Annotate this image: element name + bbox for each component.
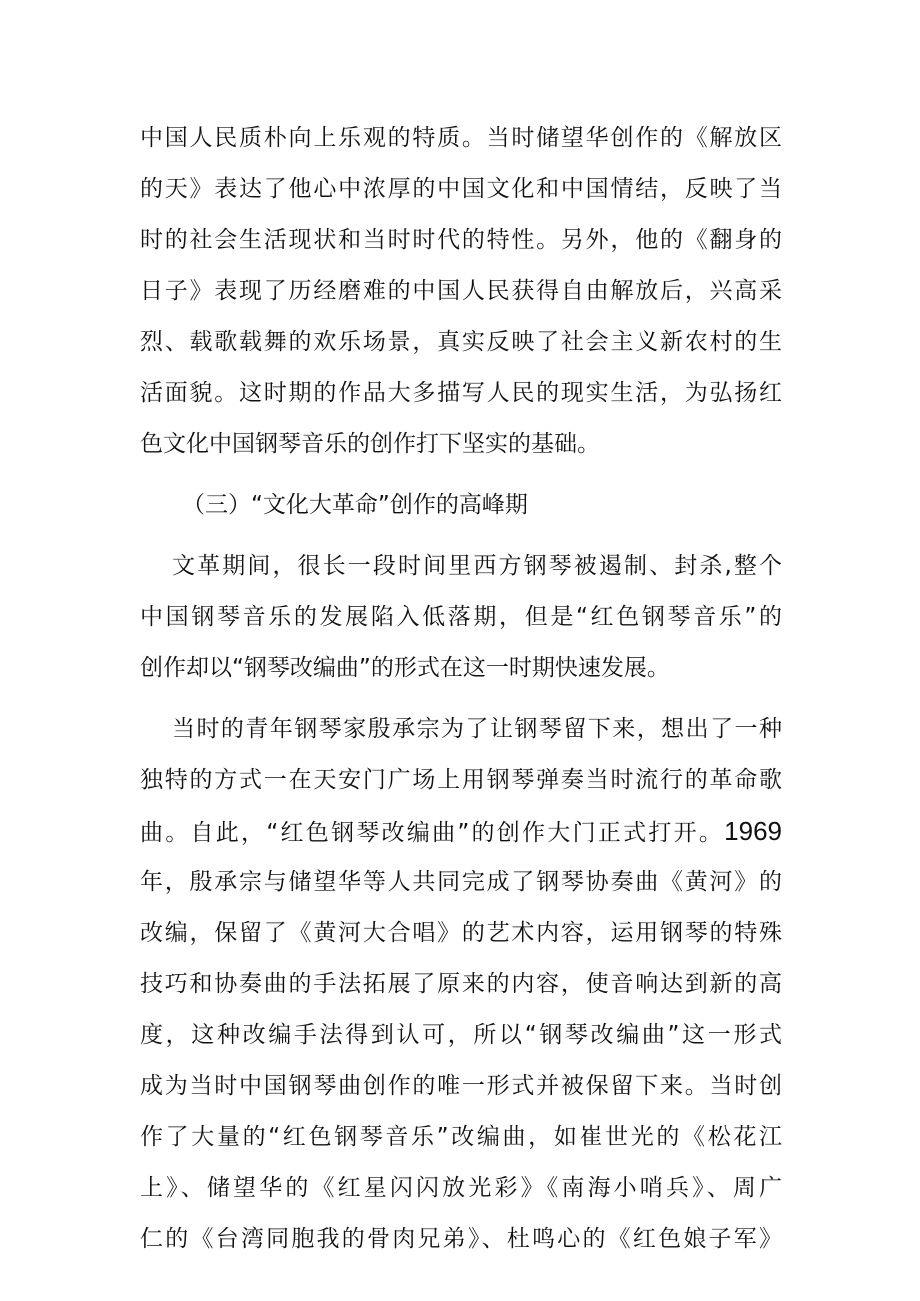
paragraph-spacer (140, 470, 782, 480)
paragraph-line: 中国人民质朴向上乐观的特质。当时储望华创作的《解放区 (140, 125, 782, 151)
paragraph-spacer (140, 531, 782, 541)
paragraph-line: 技巧和协奏曲的手法拓展了原来的内容，使音响达到新的高 (140, 971, 782, 997)
paragraph-line: 成为当时中国钢琴曲创作的唯一形式并被保留下来。当时创 (140, 1073, 782, 1099)
paragraph-line: 创作却以“钢琴改编曲”的形式在这一时期快速发展。 (140, 655, 670, 681)
paragraph-line: 时的社会生活现状和当时时代的特性。另外，他的《翻身的 (140, 227, 782, 253)
year-number: 1969 (724, 816, 782, 846)
document-body (140, 113, 782, 1265)
paragraph-3 (140, 704, 782, 1265)
paragraph-line: 的天》表达了他心中浓厚的中国文化和中国情结，反映了当 (140, 176, 782, 202)
paragraph-line: 活面貌。这时期的作品大多描写人民的现实生活，为弘扬红 (140, 380, 782, 406)
paragraph-line (140, 806, 782, 857)
paragraph-line: 改编，保留了《黄河大合唱》的艺术内容，运用钢琴的特殊 (140, 920, 782, 946)
paragraph-line: 上》、储望华的《红星闪闪放光彩》《南海小哨兵》、周广 (140, 1175, 782, 1201)
paragraph-2 (140, 541, 782, 694)
paragraph-line: 中国钢琴音乐的发展陷入低落期，但是“红色钢琴音乐”的 (140, 604, 782, 630)
section-heading: （三）“文化大革命”创作的高峰期 (182, 492, 528, 518)
paragraph-line: 仁的《台湾同胞我的骨肉兄弟》、杜鸣心的《红色娘子军》 (140, 1226, 782, 1252)
paragraph-line: 独特的方式一在天安门广场上用钢琴弹奏当时流行的革命歌 (140, 767, 782, 793)
paragraph-line: 日子》表现了历经磨难的中国人民获得自由解放后，兴高采 (140, 278, 782, 304)
paragraph-line: 度，这种改编手法得到认可，所以“钢琴改编曲”这一形式 (140, 1022, 782, 1048)
paragraph-line: 文革期间，很长一段时间里西方钢琴被遏制、封杀,整个 (172, 553, 782, 579)
paragraph-line: 烈、载歌载舞的欢乐场景，真实反映了社会主义新农村的生 (140, 329, 782, 355)
paragraph-spacer (140, 694, 782, 704)
paragraph-line: 作了大量的“红色钢琴音乐”改编曲，如崔世光的《松花江 (140, 1124, 782, 1150)
paragraph-line: 年，殷承宗与储望华等人共同完成了钢琴协奏曲《黄河》的 (140, 869, 782, 895)
paragraph-1 (140, 113, 782, 470)
paragraph-line: 色文化中国钢琴音乐的创作打下坚实的基础。 (140, 431, 600, 457)
paragraph-line: 当时的青年钢琴家殷承宗为了让钢琴留下来，想出了一种 (172, 716, 782, 742)
paragraph-text: 曲。自此，“红色钢琴改编曲”的创作大门正式打开。 (140, 820, 725, 846)
